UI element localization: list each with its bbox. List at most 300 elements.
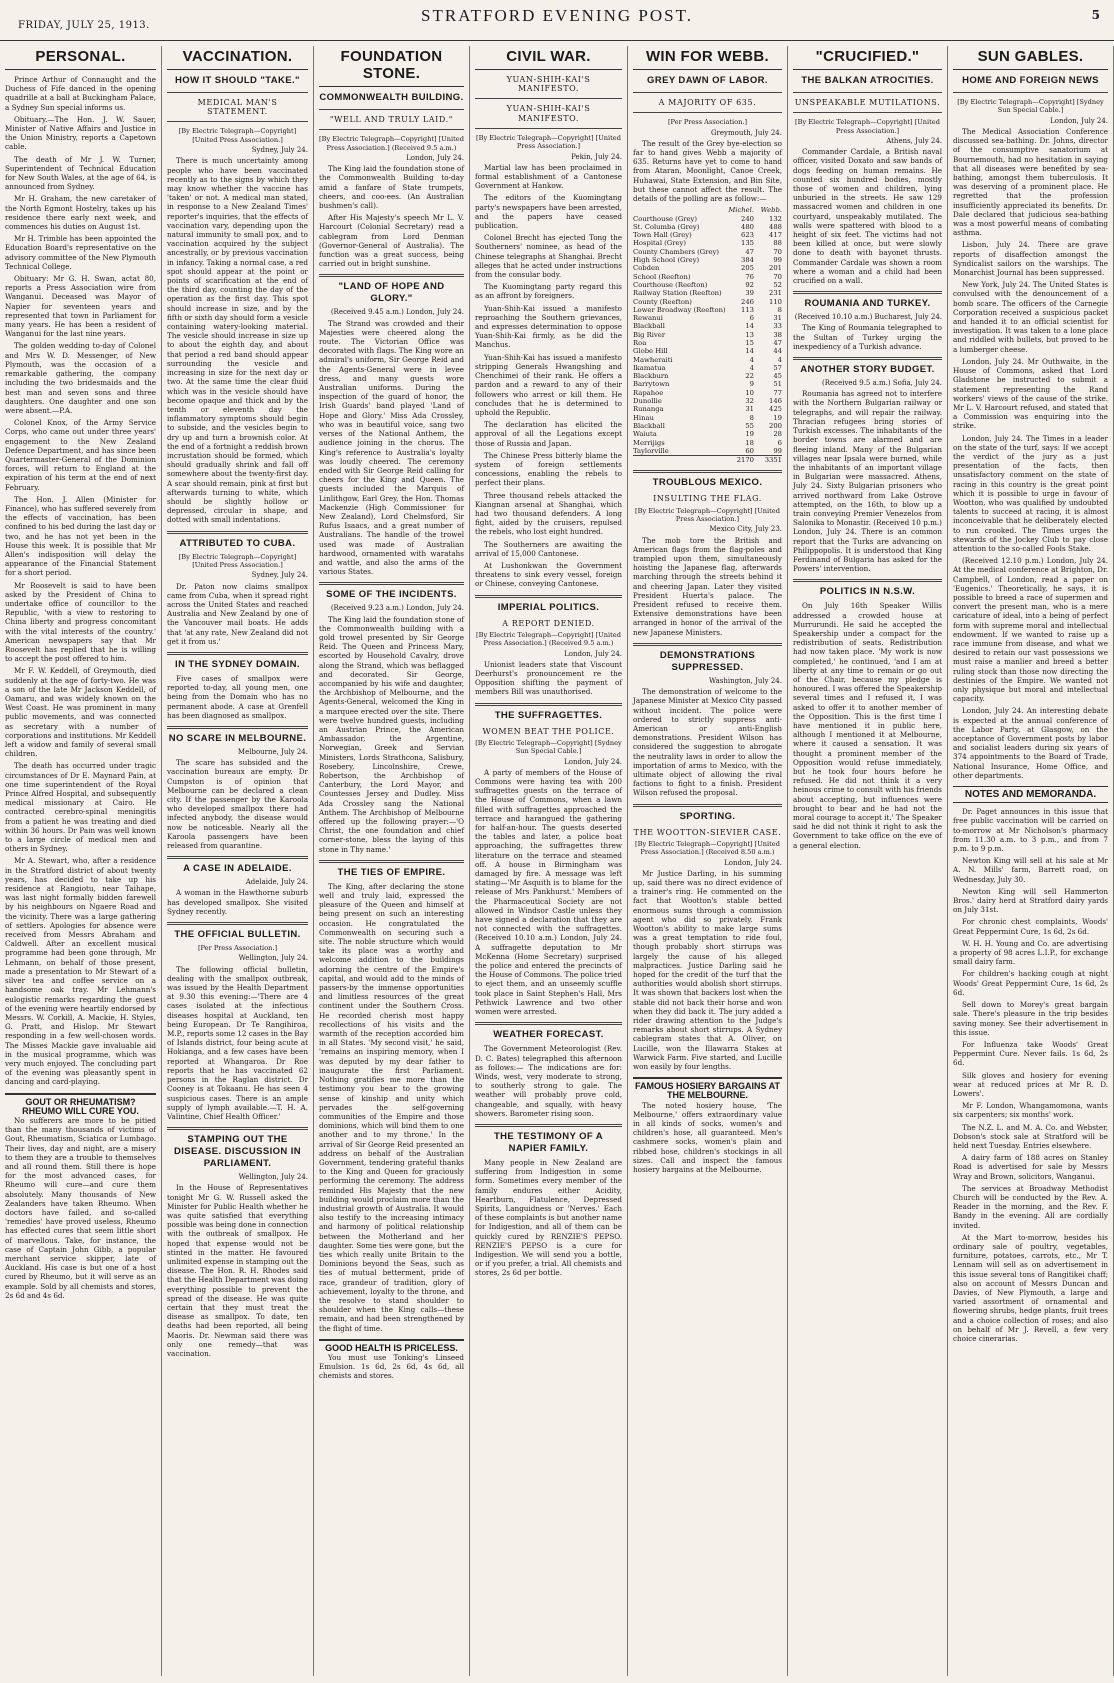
section-title: STAMPING OUT THE DISEASE. DISCUSSION IN PARLIAMENT.	[173, 1134, 302, 1170]
michel-votes: 55	[745, 421, 754, 430]
webb-votes: 4	[777, 355, 782, 364]
section-divider	[793, 357, 942, 360]
foundation-sections	[319, 274, 464, 1332]
paragraph: The death of Mr J. W. Turner, Superintendent of Technical Education for New South Wales, at the age of 64, is announced from Sydney.	[5, 154, 156, 192]
headline-vaccination: VACCINATION.	[167, 46, 308, 70]
emulsion-advertisement	[319, 1339, 464, 1381]
webb-votes: 47	[773, 338, 782, 347]
booth-name: Blackball	[633, 322, 665, 331]
crucified-paragraphs	[793, 147, 942, 285]
column-win-for-webb	[628, 46, 788, 1676]
kicker-foundation-stone: "WELL AND TRULY LAID."	[329, 115, 454, 124]
poll-row	[633, 223, 782, 231]
newspaper-title: STRATFORD EVENING POST.	[421, 6, 693, 25]
poll-row	[633, 322, 782, 330]
michel-votes: 92	[745, 280, 754, 289]
divider	[167, 121, 308, 122]
section-text: Dr. Paton now claims smallpox came from Cuba, when it spread right across the United States and reached Australia and New Zealand by one of the Vancouver mail boats. He adds that 'at any rate, New Zealand did not get it from us.'	[167, 581, 308, 646]
webb-votes: 44	[773, 347, 782, 356]
section-text: The King laid the foundation stone of the Commonwealth building with a gold trowel presented by Sir George Reid. The Queen and Princess Mary, escorted by Household Cavalry, drove along the Strand, which was beflagged and decorated. Sir George, accompanied by his wife and daughter, the Archbishop of Melbourne, and the Agents-General, welcomed the King in a marquee erected over the site. There were twelve hundred guests, including an Austrian Prince, the American Ambassador, the Argentine, Norwegian, Greek and Servian Ministers, Lords Strathcona, Salisbury, Rosebery, Lincolnshire, Crewe, Robertson, the Archbishop of Canterbury, the Lord Mayor, and Countesses Jersey and Dudley. Miss Ada Crossley sang the National Anthem. The Archbishop of Melbourne offered up the following prayer:—'O Christ, the one foundation and chief corner-stone, bless the laying of this stone in Thy name.'	[319, 614, 464, 854]
webb-votes: 488	[769, 222, 782, 231]
section-divider	[633, 470, 782, 473]
paragraph: W. H. H. Young and Co. are advertising a property of 98 acres L.I.P., for exchange small dairy farm.	[953, 938, 1108, 967]
paragraph: Mr A. Stewart, who, after a residence in the Stratford district of about twenty years, has decided to take up his residence at Rangiotu, near Taihape, was last night formally bidden farewell by his neighbours on Ngaere Road and the vicinity. There was a large gathering of settlers. Apologies for absence were received from Messrs Abraham and Caldwell. After an excellent musical programme had been gone through, Mr Lehmann, on behalf of those present, made a presentation to Mr Stewart of a silver tea and coffee service on a handsome oak tray. Mr Lehmann's eulogistic remarks regarding the guest of the evening were heartily endorsed by Messrs. W. Corkill, A. Mackie, H. Styles, G. Pratt, and Hislop. Mr Stewart responding in a few well-chosen words. The Misses Mackie gave invaluable aid in the musical programme, which was very much enjoyed. The concluding part of the evening was pleasantly spent in dancing and card-playing.	[5, 856, 156, 1087]
poll-row	[633, 239, 782, 247]
poll-row	[633, 314, 782, 322]
column-vaccination	[162, 46, 314, 1676]
michel-votes: 19	[745, 430, 754, 439]
section-dateline: Wellington, July 24.	[238, 954, 308, 963]
michel-votes: 8	[749, 413, 754, 422]
poll-row	[633, 447, 782, 456]
webb-votes: 19	[773, 413, 782, 422]
paragraph: For children's hacking cough at night Woods' Great Peppermint Cure, 1s 6d, 2s 6d.	[953, 969, 1108, 997]
webb-votes: 33	[773, 322, 782, 331]
michel-votes: 135	[741, 239, 754, 248]
michel-votes: 480	[741, 222, 754, 231]
paragraph: Martial law has been proclaimed in formal establishment of a Cantonese Government at Hankow.	[475, 162, 622, 191]
webb-votes: 8	[777, 305, 782, 314]
webb-paragraphs	[633, 139, 782, 203]
vaccination-paragraphs	[167, 156, 308, 524]
section-dateline: Sydney, July 24.	[251, 571, 308, 580]
webb-votes: 99	[773, 446, 782, 455]
paragraph: After His Majesty's speech Mr L. V. Harcourt (Colonial Secretary) read a cablegram from Lord Denman (Governor-General of Australia). The function was a great success, being carried out in bright sunshine.	[319, 213, 464, 269]
paragraph: (Received 12.10 p.m.) London, July 24. At the medical conference at Brighton, Dr. Campbell, of London, read a paper on 'Eugenics.' Theoretically, he says, it is possible to breed a race of supermen and convert the present man, who is a mere caricature of ideal, into a being of perfect form with supreme moral and intellectual endowment. If we wanted to raise up a race immune from disease, and what we desired to retain our vast possessions we must raise a manlier and breed a better ruling stock than those now directing the destinies of the Empire. We wanted not only physique but moral and intellectual capacity.	[953, 556, 1108, 704]
section-divider	[167, 652, 308, 655]
section-dateline: London, July 24.	[564, 757, 622, 766]
michel-votes: 10	[745, 388, 754, 397]
section-title: IN THE SYDNEY DOMAIN.	[175, 658, 300, 670]
paragraph: Three thousand rebels attacked the Kiangnan arsenal at Shanghai, which had two thousand defenders. A long fight, aided by the cruisers, repulsed the rebels, who lost eight hundred.	[475, 490, 622, 537]
dateline: London, July 24.	[1050, 116, 1108, 125]
booth-name	[633, 456, 726, 465]
divider	[633, 92, 782, 93]
section-kicker: THE WOOTTON-SIEVIER CASE.	[633, 827, 782, 837]
ad-body: You must use Tonking's Linseed Emulsion. 1s 6d, 2s 6d, 4s 6d, all chemists and stores.	[319, 1352, 464, 1381]
masthead	[0, 0, 1114, 41]
paragraph: The Medical Association Conference discussed sea-bathing. Dr. Johns, director of the consumptive sanatorium at Bournemouth, had no hesitation in saying that all diseases were benefited by sea-bathing, amongst them tuberculosis. It was deserving of a prominent place. He regretted that the profession insufficiently appreciated its benefits. Dr. Dale declared that judicious sea-bathing was a most powerful means of combating asthma.	[953, 127, 1108, 238]
section-divider	[475, 595, 622, 598]
section-text: The Government Meteorologist (Rev. D. C. Bates) telegraphed this afternoon as follows:— The indications are for: Winds, west, very moderate to strong, to southerly strong to gale. The weather will probably prove cold, changeable, and squally, with heavy showers. Barometer rising soon.	[475, 1044, 622, 1118]
michel-votes: 4	[749, 355, 754, 364]
section-dateline: Wellington, July 24.	[238, 1173, 308, 1182]
paragraph: Mr Roosevelt is said to have been asked by the President of China to undertake office of councillor to the Republic, 'with a view to restoring to China liberty and progress concomitant with the vital interests of the country.' American newspapers say that Mr Roosevelt has replied that he is willing to accept the post offered to him.	[5, 580, 156, 664]
booth-name: Blackburn	[633, 372, 669, 381]
paragraph: The Kuomingtang party regard this as an affront by foreigners.	[475, 282, 622, 301]
paragraph: A dairy farm of 188 acres on Stanley Road is advertised for sale by Messrs Wray and Brown, solicitors, Wanganui.	[953, 1153, 1108, 1181]
michel-votes: 9	[749, 380, 754, 389]
booth-name: High School (Grey)	[633, 256, 700, 265]
michel-votes: 39	[745, 289, 754, 298]
webb-votes: 132	[769, 214, 782, 223]
section-title: THE SUFFRAGETTES.	[494, 709, 603, 721]
section-kicker: INSULTING THE FLAG.	[653, 494, 762, 504]
section-dateline: (Received 10.10 a.m.) Bucharest, July 24.	[794, 313, 942, 322]
michel-votes: 246	[741, 297, 754, 306]
notes-heading: NOTES AND MEMORANDA.	[953, 786, 1108, 803]
michel-votes: 623	[741, 231, 754, 240]
paragraph: The editors of the Kuomingtang party's newspapers have been arrested, and the papers have ceased publication.	[475, 193, 622, 231]
poll-row	[633, 298, 782, 306]
section-divider	[319, 274, 464, 277]
paragraph: Obituary.—The Hon. J. W. Sauer, Minister of Native Affairs and Justice in the Union Ministry, reports a Capetown cable.	[5, 114, 156, 152]
headline-crucified: "CRUCIFIED."	[793, 46, 942, 70]
webb-votes: 45	[773, 372, 782, 381]
subhead-home-foreign: HOME AND FOREIGN NEWS	[962, 75, 1099, 86]
poll-row	[633, 356, 782, 364]
byline: [Per Press Association.]	[667, 118, 748, 127]
subhead-balkan: THE BALKAN ATROCITIES.	[801, 75, 934, 86]
paragraph: At Lushonkwan the Government threatens to sink every vessel, foreign or Chinese, conveying Cantonese.	[475, 560, 622, 589]
section-divider	[167, 726, 308, 729]
section-dateline: Melbourne, July 24.	[237, 748, 308, 756]
paragraph: The death has occurred under tragic circumstances of Dr E. Maynard Pain, at one time superintendent of the Royal Prince Alfred Hospital, and subsequently medical missionary at Cairo. He contracted cerebro-spinal meningitis from a patient he was treating and died within 36 hours. Dr Pain was well known to a large circle of medical men and others in Sydney.	[5, 761, 156, 854]
divider	[319, 129, 464, 130]
section-dateline: London, July 24.	[564, 649, 622, 658]
booth-name: Hinau	[633, 413, 654, 422]
section-title: WEATHER FORECAST.	[493, 1029, 604, 1041]
paragraph: Newton King will sell at his sale at Mr A. N. Mills' farm, Barrett road, on Wednesday, July 30.	[953, 856, 1108, 884]
poll-row	[633, 439, 782, 447]
section-text: Mr Justice Darling, in his summing up, said there was no direct evidence of a trainer's ring. He commented on the fact that Wootton's stable betted enormous sums through a commission agent who did so privately. Frank Wootton's ability to make large sums was a great temptation to ride foul, though probably short stirrups was largely the cause of his alleged malpractices. Justice Darling said he hoped for the credit of the turf that the authorities would abolish short stirrups. It was shown that backers lost when the stable did not back their horse and won when they did back it. The jury added a rider drawing attention to the Judge's remarks about short stirrups. A Sydney cablegram states that A. Oliver, on Lucille, won the Illawarra Stakes at Warwick Farm. Five started, and Lucille won easily by four lengths.	[633, 868, 782, 1072]
poll-row	[633, 289, 782, 297]
poll-row	[633, 248, 782, 256]
webb-votes: 417	[769, 231, 782, 240]
michel-votes: 2170	[726, 456, 754, 465]
paragraph: The result of the Grey bye-election so far to hand gives Webb a majority of 635. Returns have yet to come to hand from Ataran, Moonlight, Canoe Creek, Huhawai, State Extension, and Bin Site, but these cannot affect the result. The details of the polling are as follow:—	[633, 138, 782, 204]
divider	[475, 128, 622, 129]
paragraph: New York, July 24. The United States is convulsed with the denouncement of a bomb scare. The officers of the Carnegie Corporation received a suspicious packet and handed it to an official scientist for investigation. It was taken to a lone place and riddled with bullets, but proved to be a lumberger cheese.	[953, 280, 1108, 354]
webb-votes: Webb.	[760, 206, 782, 215]
booth-name: Hospital (Grey)	[633, 239, 686, 248]
section-text: The scare has subsided and the vaccination bureaux are empty. Dr Cumpston is of opinion that Melbourne can be declared a clean city. If the passenger by the Karoola who developed smallpox there had infected anybody, the disease would now be noticeable. Nearly all the Karoola passengers have been released from quarantine.	[167, 758, 308, 851]
section-text: The following official bulletin, dealing with the smallpox outbreak, was issued by the Health Department at 9.30 this evening:—'There are 4 cases isolated at the infectious diseases hospital at Auckland, ten being European. Dr Te Rangihiroa, M.P., reports some 12 cases in the Bay of Islands district, four being acute at Hokianga, and a few cases have been reported at Whangaroa. Dr Roe reports that he has vaccinated 62 persons in the Raglan district. Dr Cooney is at Tokaanu. He has seen 4 suspicious cases. There is an ample supply of lymph available.—T. H. A. Valintine, Chief Health Officer.'	[167, 964, 308, 1121]
poll-row	[633, 306, 782, 314]
webb-votes: 57	[773, 363, 782, 372]
poll-row	[633, 380, 782, 388]
section-dateline: (Received 9.5 a.m.) Sofia, July 24.	[822, 379, 942, 388]
section-dateline: Adelaide, July 24.	[245, 878, 308, 887]
poll-row	[633, 215, 782, 223]
section-dateline: Washington, July 24.	[709, 676, 782, 685]
michel-votes: 6	[749, 314, 754, 323]
sun-gables-paragraphs	[953, 127, 1108, 780]
section-title: THE OFFICIAL BULLETIN.	[174, 929, 301, 941]
paragraph: Mr F. W. Keddell, of Greymouth, died suddenly at the age of forty-two. He was a son of the late Mr Jackson Keddell, of Oamaru, and was widely known on the West Coast. He was prominent in many public movements, and was connected as secretary with a number of corporations and institutions. Mr Keddell left a widow and family of several small children.	[5, 666, 156, 759]
section-kicker: WOMEN BEAT THE POLICE.	[482, 726, 615, 736]
ad-headline: FAMOUS HOSIERY BARGAINS AT THE MELBOURNE.	[634, 1081, 780, 1101]
paragraph: At the Mart to-morrow, besides his ordinary sale of poultry, vegetables, furniture, potatoes, carrots, etc., Mr T. Lennam will sell as on advertisement in this issue several tons of Rangitikei chaff; also on account of Messrs Duncan and Davies, of New Plymouth, a large and varied assortment of ornamental and flowering shrubs, hedge plants, fruit trees and a choice collection of roses; and also on behalf of Mr J. Revell, a few very choice cinerarias.	[953, 1232, 1108, 1343]
section-byline: [By Electric Telegraph—Copyright] [Sydney Sun Special Cable.]	[475, 738, 622, 756]
poll-row	[633, 372, 782, 380]
paragraph: Newton King will sell Hammerton Bros.' dairy herd at Stratford dairy yards on July 31st.	[953, 886, 1108, 915]
section-text: The King, after declaring the stone well and truly laid, expressed the pleasure of the Queen and himself at being present on such an interesting occasion. He congratulated the Commonwealth on securing such a site. The noble structure which would take its place was a worthy and welcome addition to the buildings adorning the centre of the Empire's capital, and would add to the minds of passers-by the immense opportunities and limitless resources of the great continent under the Southern Cross. He recorded cherish most happy recollections of his visits and the warmth of the reception accorded him in all States. 'My second visit,' he said, 'remains an inspiring memory, when I was deputed by my dear father to inaugurate the first Parliament. Nothing gratifies me more than the testimony you bear to the growing sense of kinship and unity which pervades the self-governing communities of the Empire and those dominions, which will bind them to one another and to my throne.' In the arrival of Sir George Reid presented an address on behalf of the Australian Government, tendering grateful thanks to the King and Queen for graciously performing the ceremony. The address reminded His Majesty that the new building would proclaim more than the industrial growth of Australia. It would also testify to the increasing intimacy and harmony of political relationship between the Motherland and her daughter. Some ties were gone, but the ties which really unite Britain to the Dominions beyond the Seas, such as ties of mutual betterment, pride of race, grandeur of tradition, glory of achievement, loyalty to the throne, and the resolve to stand shoulder to shoulder when the King calls—these remain, and had been strengthened by the flight of time.	[319, 881, 464, 1333]
webb-votes: 28	[773, 430, 782, 439]
booth-name: Lower Broadway (Reefton)	[633, 305, 726, 314]
booth-name: Courthouse (Reefton)	[633, 280, 708, 289]
byline: [By Electric Telegraph—Copyright] [United Press Association.]	[178, 127, 297, 144]
section-text: A party of members of the House of Commons were having tea with 200 suffragettes guests on the terrace of the House of Commons, when a lawn filled with suffragettes approached the terrace and harangued the gathering for half-an-hour. The guests deserted the tables and later, a police boat approaching, the suffragettes threw literature on the terrace and steamed off. A house in Birmingham was damaged by fire. A message was left stating—'Mr Asquith is to blame for the release of Mrs Pankhurst.' Members of the Pharmaceutical Society are not allowed in Windsor Castle unless they have signed a declaration that they are not connected with the suffragettes. (Received 10.10 a.m.) London, July 24. A suffragette deputation to Mr McKenna (Home Secretary) surprised the police and entered the precincts of the House of Commons. The police tried to eject them, and an unseemly scuffle took place in Saint Stephen's Hall, Mrs Pethwick Lawrence and two other women were arrested.	[475, 767, 622, 1017]
section-title: NO SCARE IN MELBOURNE.	[168, 733, 307, 744]
paragraph: Yuan-Shih-Kai issued a manifesto reproaching the Southern grievances, and expresses determination to oppose Yuan-Shih-Kai firmly, as he did the Manchus.	[475, 303, 622, 350]
paragraph: The King laid the foundation stone of the Commonwealth Building to-day amid a fanfare of State trumpets, cheers, and coo-ees. (An Australian bushmen's call).	[319, 164, 464, 211]
section-dateline: (Received 9.45 a.m.) London, July 24.	[330, 308, 464, 317]
notes-items	[953, 807, 1108, 1343]
dateline: London, July 24.	[406, 154, 464, 163]
section-text: On July 16th Speaker Willis addressed a crowded house at Murrurundi. He said he accepted the Speakership under a compact for the redistribution of seats. Redistribution had now taken place. 'My work is now completed,' he continued, 'and I am at liberty at any time to remain or go out of the Chair, because my pledge is honoured. I was offered the Speakership several times and I refused it, I was asked to offer it to another member of the Opposition. This is the first time I have mentioned it in public here, although I mentioned it at Melbourne, where it caused a sensation. It was thought a prominent member of the Opposition would refuse immediately, but he took four hours before he refused. He did not think it a very heinous crime to consult with his friends about accepting, but influences were brought to bear and he had not the moral courage to accept it.' The Speaker said he did not think it right to ask the Government to take office on the eve of a general election.	[793, 601, 942, 850]
webb-votes: 88	[773, 239, 782, 248]
poll-row	[633, 397, 782, 405]
poll-row	[633, 231, 782, 239]
section-divider	[167, 922, 308, 925]
section-text: The mob tore the British and American flags from the flag-poles and trampled upon them, simultaneously hoisting the Japanese flag, afterwards marching through the streets behind it and cheering Japan. Later they visited President Huerta's palace. The President refused to receive them. Extensive demonstrations have been arranged in honor of the arrival of the new Japanese Ministers.	[633, 535, 782, 637]
booth-name: Merrijigs	[633, 438, 665, 447]
booth-name: Globe Hill	[633, 347, 668, 356]
section-divider	[319, 582, 464, 585]
section-divider	[167, 531, 308, 534]
byline: [By Electric Telegraph—Copyright] [Sydney Sun Special Cable.]	[957, 98, 1104, 115]
paragraph: Mr F. London, Whangamomona, wants six carpenters; six months' work.	[953, 1101, 1108, 1120]
divider	[633, 112, 782, 113]
headline-win-for-webb: WIN FOR WEBB.	[633, 46, 782, 70]
michel-votes: 18	[745, 438, 754, 447]
paragraph: Dr. Paget announces in this issue that free public vaccination will be carried on to-morrow at Mr Nicholson's pharmacy from 11.30 a.m. to 3 p.m., and from 7 p.m. to 9 p.m.	[953, 807, 1108, 854]
headline-foundation-stone: FOUNDATION STONE.	[319, 46, 464, 87]
section-title: "LAND OF HOPE AND GLORY."	[338, 281, 445, 305]
booth-name: Cobden	[633, 264, 660, 273]
section-title: SPORTING.	[679, 810, 736, 822]
paragraph: Sell down to Morey's great bargain sale. There's pleasure in the trip besides saving money. See their advertisement in this issue.	[953, 1000, 1108, 1037]
section-text: Many people in New Zealand are suffering from Indigestion in some form. Sometimes every member of the family endures either Acidity, Heartburn, Flatulence, Depressed Spirits, Languidness or 'Nerves.' Each of these complaints is but another name for Indigestion, and all of them can be quickly cured by RENZIE'S PEPSO. RENZIE'S PEPSO is a cure for Indigestion. We will send you a bottle, or if you prefer, a trial. All chemists and stores, 2s 6d per bottle.	[475, 1157, 622, 1278]
michel-votes: 60	[745, 446, 754, 455]
michel-votes: 31	[745, 405, 754, 414]
column-sun-gables	[948, 46, 1114, 1676]
section-text: In the House of Representatives tonight Mr G. W. Russell asked the Minister for Public Health whether he was quite satisfied that everything possible was being done in connection with the outbreak of smallpox. He hoped that expense would not be stinted in the matter. He favoured unlimited expense in stamping out the disease. The Hon. R. H. Rhodes said that the Health Department was doing everything possible to prevent the spread of the disease. He was quite certain that they must treat the disease as smallpox. To date, ten deaths had been reported, all being Maoris. Dr. Newman said there was only one remedy—that was vaccination.	[167, 1183, 308, 1358]
webb-votes: 146	[769, 397, 782, 406]
poll-row	[633, 256, 782, 264]
subhead-grey-dawn: GREY DAWN OF LABOR.	[647, 75, 768, 86]
booth-name: Taylorville	[633, 446, 669, 455]
webb-votes: 99	[773, 256, 782, 265]
section-title: ANOTHER STORY BUDGET.	[800, 364, 935, 376]
webb-votes: 3351	[754, 456, 782, 465]
paragraph: Yuan-Shih-Kai has issued a manifesto stripping Generals Hwangshing and Chenchimei of their rank. He offers a pardon and a reward to any of their followers who arrest or kill them. He concludes that he is determined to uphold the Republic.	[475, 352, 622, 417]
section-text: Unionist leaders state that Viscount Deerhurst's pronouncement re the Opposition shifting the payment of members Bill was unauthorised.	[475, 659, 622, 697]
poll-row	[633, 430, 782, 438]
paragraph: The declaration has elicited the approval of all the Legations except those of Russia and Japan.	[475, 420, 622, 448]
booth-name: Rapahoe	[633, 388, 664, 397]
section-text: Roumania has agreed not to interfere with the Northern Bulgarian railway or telegraphs, and will repair the railway. Thracian refugees bring stories of Turkish excesses. The inhabitants of the border towns are alarmed and are fleeing inland. Many of the Bulgarian villages near Ipsala were burned, while the inhabitants of an important village in Bulgarian were massacred. Athens, July 24. Sixty Bulgarian prisoners who arrived northward from Lake Ostrove attempted, on the 16th, to blow up a train conveying Premier Venezelos from Salonika to Monastir. (Received 10 p.m.) London, July 24. There is an common report that the Turks are advancing on Philippopolis. It is understood that King Ferdinand of Bulgaria has asked for the Powers' intervention.	[793, 389, 942, 574]
kicker-majority: A MAJORITY OF 635.	[658, 98, 757, 107]
section-divider	[475, 703, 622, 706]
poll-row	[633, 389, 782, 397]
poll-row	[633, 281, 782, 289]
headline-civil-war: CIVIL WAR.	[475, 46, 622, 70]
paragraph: Colonel Brecht has ejected Tong the Southerners' nominee, as head of the Chinese telegraphs at Shanghai. Brecht alleges that he acted under instructions from the consular body.	[475, 233, 622, 280]
headline-sun-gables: SUN GABLES.	[953, 46, 1108, 70]
paragraph: The golden wedding to-day of Colonel and Mrs W. D. Messenger, of New Plymouth, was the occasion of a remarkable gathering, the company including the two bridesmaids and the best man and seven sons and three daughters. One daughter and one son were absent.—P.A.	[5, 341, 156, 415]
michel-votes: 113	[741, 305, 754, 314]
section-byline: [Per Press Association.]	[197, 944, 278, 953]
subhead-vaccination: HOW IT SHOULD "TAKE."	[175, 75, 300, 86]
dateline: Pekin, July 24.	[571, 152, 622, 161]
section-divider	[319, 860, 464, 863]
vaccination-sections	[167, 531, 308, 1359]
poll-row	[633, 422, 782, 430]
divider	[319, 109, 464, 110]
webb-votes: 110	[769, 297, 782, 306]
webb-votes: 425	[769, 405, 782, 414]
paragraph: The Southerners are awaiting the arrival of 15,000 Cantonese.	[475, 539, 622, 558]
poll-row	[633, 331, 782, 339]
section-kicker: A REPORT DENIED.	[502, 618, 595, 628]
section-title: ROUMANIA AND TURKEY.	[804, 298, 931, 310]
section-title: THE TESTIMONY OF A NAPIER FAMILY.	[493, 1130, 604, 1154]
section-title: A CASE IN ADELAIDE.	[183, 863, 292, 875]
crucified-sections	[793, 291, 942, 850]
divider	[793, 112, 942, 113]
byline: [By Electric Telegraph—Copyright] [United Press Association.]	[476, 133, 621, 151]
paragraph: The N.Z. L. and M. A. Co. and Webster, Dobson's stock sale at Stratford will be held next Tuesday. Entries elsewhere.	[953, 1122, 1108, 1150]
personal-paragraphs	[5, 75, 156, 1087]
section-divider	[475, 1022, 622, 1025]
section-divider	[633, 804, 782, 807]
paragraph: London, July 24. Mr Outhwaite, in the House of Commons, asked that Lord Gladstone be instructed to submit a statement representing the Rand workers' views of the cause of the strike. Mr L. V. Harcourt refused, and stated that a Commission was enquiring into the strike.	[953, 356, 1108, 431]
column-foundation-stone	[314, 46, 470, 1676]
byline: [By Electric Telegraph—Copyright] [United Press Association.]	[795, 118, 940, 135]
webb-votes: 77	[773, 388, 782, 397]
column-civil-war	[470, 46, 628, 1676]
booth-name: Ikamatua	[633, 363, 666, 372]
ad-headline: GOOD HEALTH IS PRICELESS.	[325, 1342, 458, 1353]
column-personal	[0, 46, 162, 1676]
michel-votes: 14	[745, 347, 754, 356]
paragraph: For chronic chest complaints, Woods' Great Peppermint Cure, 1s 6d, 2s 6d.	[953, 917, 1108, 936]
booth-name: Barrytown	[633, 380, 670, 389]
section-text: A woman in the Hawthorne suburb has developed smallpox. She visited Sydney recently.	[167, 888, 308, 916]
paragraph: Colonel Knox, of the Army Service Corps, who came out under three years' engagement to the New Zealand Defence Department, and has since been Quartermaster-General of the Dominion forces, will return to England at the expiration of his term at the end of next February.	[5, 418, 156, 492]
dateline: Sydney, July 24.	[251, 146, 308, 155]
paragraph: The Chinese Press bitterly blame the system of foreign settlements concessions, enabling the rebels to perfect their plans.	[475, 450, 622, 488]
michel-votes: 240	[741, 214, 754, 223]
webb-votes: 70	[773, 247, 782, 256]
webb-votes: 70	[773, 272, 782, 281]
booth-name: County Chambers (Grey)	[633, 247, 719, 256]
michel-votes: 32	[745, 397, 754, 406]
booth-name: Courthouse (Grey)	[633, 214, 698, 223]
section-divider	[793, 579, 942, 582]
divider	[167, 92, 308, 93]
webb-votes: 52	[773, 280, 782, 289]
section-title: ATTRIBUTED TO CUBA.	[179, 537, 296, 549]
section-text: The demonstration of welcome to the Japanese Minister at Mexico City passed without incident. The police were ordered to strictly suppress anti-American or anti-English demonstrations. President Wilson has considered the suggestion to abrogate the neutrality laws in order to allow the importation of arms to Mexico, with the ultimate object of allowing the rival factions to fight to a finish. President Wilson refused the proposal.	[633, 687, 782, 798]
poll-row	[633, 339, 782, 347]
section-byline: [By Electric Telegraph—Copyright] [United Press Association.] (Received 8.50 a.m.)	[635, 839, 780, 857]
section-divider	[475, 1124, 622, 1127]
divider	[475, 98, 622, 99]
section-title: TROUBLOUS MEXICO.	[652, 477, 763, 489]
booth-name: Big River	[633, 330, 666, 339]
booth-name: School (Reefton)	[633, 272, 691, 281]
issue-date: FRIDAY, JULY 25, 1913.	[18, 20, 150, 31]
foundation-paragraphs	[319, 164, 464, 268]
paragraph: The services at Broadway Methodist Church will be conducted by the Rev. A. Reader in the morning, and the Rev. F. Bandy in the evening. All are cordially invited.	[953, 1183, 1108, 1230]
poll-row	[633, 364, 782, 372]
hosiery-advertisement	[633, 1077, 782, 1174]
section-byline: [By Electric Telegraph—Copyright] [United Press Association.]	[635, 506, 780, 524]
section-divider	[793, 291, 942, 294]
booth-name: Waiuta	[633, 430, 657, 439]
poll-row	[633, 414, 782, 422]
webb-votes: 31	[773, 314, 782, 323]
booth-name: Runanga	[633, 405, 664, 414]
paragraph: For Influenza take Woods' Great Peppermint Cure. Never fails. 1s 6d, 2s 6d.	[953, 1039, 1108, 1068]
rheumo-advertisement	[5, 1093, 156, 1300]
webb-votes: 231	[769, 289, 782, 298]
section-title: SOME OF THE INCIDENTS.	[326, 589, 457, 601]
section-divider	[633, 643, 782, 646]
section-title: THE TIES OF EMPIRE.	[337, 866, 446, 878]
ad-body: The noted hosiery house, 'The Melbourne,' offers extraordinary value in all kinds of socks, women's and children's hose, all guaranteed. Men's cashmere socks, women's plain and ribbed hose, children's stockings in all sizes. Call and inspect the famous hosiery bargains at the Melbourne.	[633, 1100, 782, 1175]
paragraph: Mr H. Graham, the new caretaker of the North Egmont Hostelry, takes up his residence there early next week, and commences his duties on August 1st.	[5, 194, 156, 232]
section-text: The Strand was crowded and their Majesties were cheered along the route. The Victorian Office was decorated with flags. The King wore an admiral's uniform, Sir George Reid and the Agents-General were in levee dress, and many guests wore Australian uniforms. During the inspection of the guard of honor, the Irish Guards' band played 'Land of Hope and Glory.' Miss Ada Crossley, who was in beautiful voice, sang two verses of the National Anthem, the audience joining in the chorus. The King's reference to Australia's loyalty was loudly cheered. The ceremony ended with Sir George Reid calling for cheers for the King and Queen. The guests included the Marquis of Linlithgow, Earl Grey, the Hon. Thomas Mackenzie (High Commissioner for New Zealand), Lord Chelmsford, Sir Rufus Isaacs, and a great number of Australians. The handle of the trowel used was made of Australian hardwood, ornamented with waratahs and wattle, and also the arms of the various States.	[319, 318, 464, 577]
paragraph: There is much uncertainty among people who have been vaccinated recently as to the signs by which they may know whether the vaccine has 'taken' or not. A medical man stated, in response to a New Zealand Times' reporter's inquiries, that the effects of vaccination vary, depending upon the natural immunity to small pox, and to vaccination acquired by the subject ancestrally, or by previous vaccination in infancy. Taking a normal case, a red spot should appear at the point or points of scarification at the end of the third day, counting the day of the operation as the first day. This spot should increase in size, and by the fifth or sixth day should form a vesicle containing watery-looking material. The vesicle should increase in size up to about the eighth day, and about that period a red band should appear surrounding the vesicle and increasing in size for the next day or two. At the same time the clear fluid which was in the vesicle should have become opaque and thick and by the tenth or eleventh day the inflammatory symptoms should begin to subside, and the vesicles begin to dry up and turn a brownish color. At the end of a fortnight a reddish brown incrustation should be formed, which should gradually shrink and fall off somewhere about the twenty-first day. A scar should remain, pink at first but afterwards turning to white, which should be slightly hollow or depressed, circular in shape, and dotted with small indentations.	[167, 156, 308, 525]
divider	[793, 92, 942, 93]
webb-votes: 200	[769, 421, 782, 430]
poll-total-row	[633, 456, 782, 465]
ad-body: No sufferers are more to be pitied than the many thousands of victims of Gout, Rheumatism, Sciatica or Lumbago. Their lives, day and night, are a misery to them they are a trouble to themselves and all round them. Still there is hope for the most advanced cases, for Rheumo will cure—and cure them absolutely. Many thousands of New Zealanders have taken Rheumo. When doctors have failed, and so-called 'remedies' have proved useless, Rheumo has effected cures that seem little short of marvellous. Take, for instance, the case of Captain John Gibb, a popular merchant service skipper, late of Auckland. His case is but one of a host cured by Rheumo, but it will serve as an example. Sold by all chemists and stores, 2s 6d and 4s 6d.	[5, 1115, 156, 1300]
kicker-manifesto-repeat: YUAN-SHIH-KAI'S MANIFESTO.	[506, 104, 591, 123]
subhead-foundation-stone: COMMONWEALTH BUILDING.	[319, 92, 464, 103]
webb-sections	[633, 470, 782, 1071]
webb-votes: 38	[773, 330, 782, 339]
poll-row	[633, 273, 782, 281]
michel-votes: 22	[745, 372, 754, 381]
booth-name: Rewanui	[633, 314, 663, 323]
section-text: The King of Roumania telegraphed to the Sultan of Turkey urging the inexpediency of a Turkish advance.	[793, 323, 942, 351]
booth-name: Town Hall (Grey)	[633, 231, 692, 240]
michel-votes: 13	[745, 330, 754, 339]
paragraph: London, July 24. The Times in a leader on the state of the turf, says: If we accept the verdict of the jury as a just presentation of the facts, then unsatisfactory comment on the state of racing in this country is the great point which it is possible to urge in favour of Wootton, who was qualified by undoubted talents to succeed at racing, it is almost inconceivable that he deliberately elected to run crooked. The Times urges the stewards of the Jockey Club to pay close attention to the so-called Fools Stake.	[953, 433, 1108, 553]
paragraph: London, July 24. An interesting debate is expected at the annual conference of the Labor Party, at Glasgow, on the acceptance of Government posts by labor and socialist leaders during six years of 374 appointments to the Board of Trade, National Insurance, Home Office, and other departments.	[953, 706, 1108, 780]
paragraph: The Hon. J. Allen (Minister for Finance), who has suffered severely from the effects of vaccination, has been confined to his bed during the last day or two, and he has not yet been in the House this week. It is possible that Mr Allen's indisposition will delay the appearance of the Financial Statement for a short period.	[5, 494, 156, 578]
section-byline: [By Electric Telegraph—Copyright] [United Press Association.]	[178, 552, 297, 569]
poll-row	[633, 264, 782, 272]
michel-votes: 4	[749, 363, 754, 372]
headline-personal: PERSONAL.	[5, 46, 156, 70]
section-title: DEMONSTRATIONS SUPPRESSED.	[659, 649, 756, 673]
poll-row	[633, 347, 782, 355]
kicker-mutilations: UNSPEAKABLE MUTILATIONS.	[794, 98, 941, 107]
poll-row	[633, 405, 782, 413]
webb-votes: 51	[773, 380, 782, 389]
ad-headline: GOUT OR RHEUMATISM? RHEUMO WILL CURE YOU.	[22, 1096, 139, 1116]
paragraph: Lisbon, July 24. There are grave reports of disaffection amongst the Syndicalist sailors on the warships. The Monarchist Journal has been suppressed.	[953, 240, 1108, 278]
michel-votes: 384	[741, 256, 754, 265]
byline: [By Electric Telegraph—Copyright] [United Press Association.] (Received 9.5 a.m.)	[319, 135, 464, 152]
column-crucified	[788, 46, 948, 1676]
dateline: Athens, July 24.	[886, 137, 942, 146]
booth-name	[633, 206, 726, 214]
booth-name: St. Columba (Grey)	[633, 222, 700, 231]
section-text: Five cases of smallpox were reported to-day, all young men, one being from the Domain who has no permanent abode. A case at Grenfell has been diagnosed as smallpox.	[167, 673, 308, 720]
michel-votes: 15	[745, 338, 754, 347]
page-number: 5	[1091, 8, 1100, 22]
section-title: POLITICS IN N.S.W.	[819, 586, 916, 598]
webb-votes: 201	[769, 264, 782, 273]
michel-votes: 76	[745, 272, 754, 281]
